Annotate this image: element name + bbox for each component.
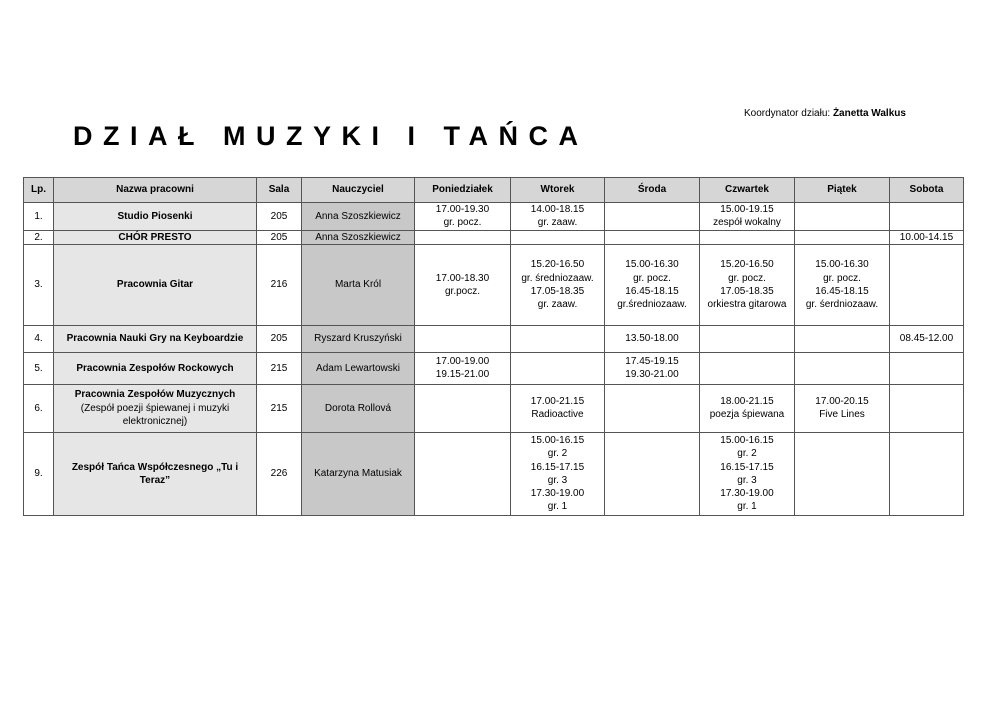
room-number: 205 — [257, 203, 302, 231]
table-row — [24, 325, 964, 352]
schedule-line: 16.45-18.15 — [625, 285, 679, 297]
workshop-name — [54, 230, 257, 244]
schedule-line: 16.15-17.15 — [720, 461, 774, 473]
schedule-cell — [890, 230, 964, 244]
schedule-line: 14.00-18.15 — [530, 204, 585, 215]
table-row — [24, 384, 964, 432]
schedule-line: 16.45-18.15 — [815, 285, 869, 297]
schedule-line: 18.00-21.15 — [720, 396, 774, 408]
workshop-name — [54, 203, 257, 231]
column-header: Sobota — [890, 178, 964, 203]
schedule-cell — [415, 384, 511, 432]
schedule-line: 19.30-21.00 — [625, 369, 679, 381]
schedule-line: gr. 2 — [547, 448, 568, 460]
row-number: 6. — [24, 384, 54, 432]
row-number: 2. — [24, 230, 54, 244]
schedule-line: 15.00-16.15 — [720, 435, 774, 446]
workshop-title: Pracownia Gitar — [116, 279, 194, 291]
schedule-line: 17.05-18.35 — [720, 285, 774, 297]
schedule-cell — [605, 244, 700, 325]
schedule-line: 15.00-19.15 — [720, 204, 774, 215]
workshop-title: Studio Piosenki — [117, 210, 193, 222]
teacher-name: Anna Szoszkiewicz — [302, 203, 415, 231]
room-number: 205 — [257, 230, 302, 244]
workshop-name — [54, 244, 257, 325]
schedule-line: 15.00-16.30 — [815, 259, 869, 271]
schedule-cell — [415, 325, 511, 352]
schedule-cell — [795, 384, 890, 432]
column-header: Nazwa pracowni — [54, 178, 257, 203]
column-header: Piątek — [795, 178, 890, 203]
schedule-cell — [605, 384, 700, 432]
table-row — [24, 244, 964, 325]
schedule-line: 17.30-19.00 — [720, 488, 774, 500]
schedule-line: gr.średniozaaw. — [617, 299, 687, 311]
schedule-cell — [511, 432, 605, 515]
schedule-line: 17.05-18.35 — [530, 285, 585, 297]
schedule-cell — [415, 432, 511, 515]
workshop-name — [54, 352, 257, 384]
schedule-cell — [605, 230, 700, 244]
workshop-title: Pracownia Nauki Gry na Keyboardzie — [66, 333, 244, 345]
schedule-line: 15.20-16.50 — [530, 259, 585, 271]
schedule-cell — [890, 432, 964, 515]
schedule-cell — [415, 203, 511, 231]
schedule-cell — [700, 230, 795, 244]
schedule-line: 17.00-19.30 — [435, 204, 490, 215]
teacher-name: Dorota Rollová — [302, 384, 415, 432]
schedule-line: gr. pocz. — [728, 272, 766, 284]
schedule-cell — [605, 203, 700, 231]
teacher-name: Katarzyna Matusiak — [302, 432, 415, 515]
schedule-line: gr. 1 — [547, 501, 568, 513]
row-number: 5. — [24, 352, 54, 384]
schedule-cell — [605, 432, 700, 515]
table-row — [24, 432, 964, 515]
schedule-cell — [605, 325, 700, 352]
column-header: Poniedziałek — [415, 178, 511, 203]
schedule-line: gr. pocz. — [443, 217, 482, 229]
schedule-cell — [511, 203, 605, 231]
column-header: Czwartek — [700, 178, 795, 203]
schedule-line: gr. 3 — [737, 474, 757, 486]
schedule-line: 08.45-12.00 — [899, 333, 954, 345]
workshop-title: Pracownia Zespołów Muzycznych — [74, 389, 236, 401]
schedule-cell — [795, 432, 890, 515]
schedule-cell — [511, 352, 605, 384]
teacher-name: Anna Szoszkiewicz — [302, 230, 415, 244]
schedule-table — [23, 177, 964, 516]
schedule-line: 17.00-19.00 — [435, 356, 490, 368]
schedule-cell — [700, 432, 795, 515]
schedule-cell — [700, 203, 795, 231]
column-header: Nauczyciel — [302, 178, 415, 203]
workshop-title: Pracownia Zespołów Rockowych — [76, 362, 234, 374]
schedule-line: gr. pocz. — [823, 272, 861, 284]
teacher-name: Adam Lewartowski — [302, 352, 415, 384]
schedule-line: gr.pocz. — [444, 285, 481, 297]
workshop-name — [54, 325, 257, 352]
schedule-line: poezja śpiewana — [709, 409, 785, 421]
room-number: 205 — [257, 325, 302, 352]
schedule-line: 15.20-16.50 — [720, 259, 774, 271]
workshop-name — [54, 384, 257, 432]
schedule-line: Five Lines — [819, 409, 865, 421]
schedule-line: gr. pocz. — [633, 272, 671, 284]
schedule-line: 16.15-17.15 — [530, 461, 585, 473]
coordinator-info — [744, 108, 906, 119]
coordinator-name: Żanetta Walkus — [832, 108, 906, 119]
schedule-cell — [700, 325, 795, 352]
schedule-cell — [795, 230, 890, 244]
schedule-line: 17.45-19.15 — [625, 356, 679, 368]
room-number: 215 — [257, 352, 302, 384]
schedule-line: Radioactive — [531, 409, 584, 421]
workshop-name — [54, 432, 257, 515]
room-number: 226 — [257, 432, 302, 515]
schedule-cell — [700, 244, 795, 325]
schedule-cell — [415, 352, 511, 384]
schedule-cell — [700, 352, 795, 384]
workshop-title: CHÓR PRESTO — [118, 231, 192, 243]
schedule-line: 15.00-16.15 — [530, 435, 585, 446]
schedule-cell — [511, 325, 605, 352]
schedule-line: gr. zaaw. — [537, 299, 578, 311]
schedule-line: 17.00-18.30 — [435, 272, 490, 284]
column-header: Środa — [605, 178, 700, 203]
schedule-line: 17.00-21.15 — [530, 396, 585, 408]
schedule-cell — [795, 203, 890, 231]
schedule-cell — [511, 244, 605, 325]
schedule-line: 17.30-19.00 — [530, 488, 585, 500]
schedule-line: gr. śerdniozaaw. — [805, 299, 879, 311]
teacher-name: Marta Król — [302, 244, 415, 325]
schedule-cell — [700, 384, 795, 432]
schedule-line: gr. 3 — [547, 474, 568, 486]
teacher-name: Ryszard Kruszyński — [302, 325, 415, 352]
schedule-cell — [890, 384, 964, 432]
workshop-subtitle: (Zespół poezji śpiewanej i muzyki elektronicznej) — [80, 402, 230, 428]
room-number: 216 — [257, 244, 302, 325]
schedule-cell — [511, 230, 605, 244]
row-number: 4. — [24, 325, 54, 352]
schedule-line: 19.15-21.00 — [435, 369, 490, 381]
row-number: 1. — [24, 203, 54, 231]
row-number: 3. — [24, 244, 54, 325]
schedule-cell — [890, 352, 964, 384]
coordinator-label: Koordynator działu: — [744, 108, 831, 119]
workshop-title: Zespół Tańca Współczesnego „Tu i Teraz” — [71, 461, 239, 486]
column-header: Lp. — [24, 178, 54, 203]
schedule-line: 17.00-20.15 — [815, 396, 869, 408]
table-row — [24, 352, 964, 384]
schedule-cell — [511, 384, 605, 432]
schedule-line: gr. zaaw. — [537, 217, 578, 229]
schedule-line: gr. 1 — [737, 501, 757, 513]
page-title: DZIAŁ MUZYKI I TAŃCA — [73, 121, 589, 151]
schedule-line: orkiestra gitarowa — [707, 299, 787, 311]
column-header: Wtorek — [511, 178, 605, 203]
schedule-cell — [415, 230, 511, 244]
schedule-line: zespół wokalny — [713, 217, 781, 229]
schedule-cell — [415, 244, 511, 325]
schedule-cell — [890, 244, 964, 325]
room-number: 215 — [257, 384, 302, 432]
schedule-line: gr. 2 — [737, 448, 757, 460]
column-header: Sala — [257, 178, 302, 203]
schedule-cell — [890, 325, 964, 352]
table-row — [24, 203, 964, 231]
schedule-line: 10.00-14.15 — [899, 231, 954, 243]
schedule-cell — [795, 352, 890, 384]
schedule-line: 15.00-16.30 — [625, 259, 679, 271]
table-row — [24, 230, 964, 244]
schedule-cell — [795, 325, 890, 352]
row-number: 9. — [24, 432, 54, 515]
schedule-line: 13.50-18.00 — [625, 333, 679, 345]
table-header-row — [24, 178, 964, 203]
schedule-cell — [795, 244, 890, 325]
schedule-cell — [605, 352, 700, 384]
schedule-line: gr. średniozaaw. — [521, 272, 594, 284]
schedule-cell — [890, 203, 964, 231]
